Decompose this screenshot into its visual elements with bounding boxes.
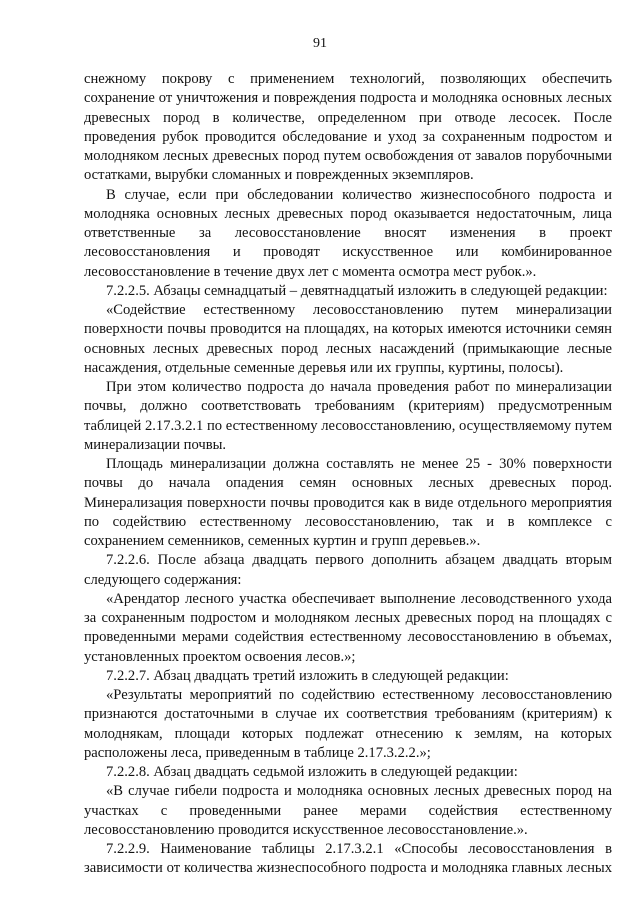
paragraph: 7.2.2.6. После абзаца двадцать первого дополнить абзацем двадцать вторым следующего содержания: [84,552,612,588]
paragraph: 7.2.2.8. Абзац двадцать седьмой изложить в следующей редакции: [106,764,518,780]
paragraph: «Содействие естественному лесовосстановлению путем минерализации поверхности почвы проводится на площадях, на которых имеются источники семян основных лесных древесных пород лесных насаждений (примыкающие лесные насаждения, отдельные семенные деревья или их группы, куртины, полосы). [84,302,612,376]
paragraph: В случае, если при обследовании количество жизнеспособного подроста и молодняка основных лесных древесных пород оказывается недостаточным, лица ответственные за лесовосстановление вносят изменения в проект лесовосстановления и проводят искусственное или комбинированное лесовосстановление в течение двух лет с момента осмотра мест рубок.». [84,186,612,280]
page-number: 91 [313,36,327,51]
paragraph: 7.2.2.9. Наименование таблицы 2.17.3.2.1 «Способы лесовосстановления в зависимости от количества жизнеспособного подроста и молодняка главных лесных [84,841,612,877]
paragraph: «В случае гибели подроста и молодняка основных лесных древесных пород на участках с проведенными ранее мерами содействия естественному лесовосстановлению проводится искусственное лесовосстановление.». [84,783,612,838]
paragraph: Площадь минерализации должна составлять не менее 25 - 30% поверхности почвы до начала опадения семян основных лесных древесных пород. Минерализация поверхности почвы проводится как в виде отдельного мероприятия по содействию естественному лесовосстановлению, так и в комплексе с сохранением семенников, семенных куртин и групп деревьев.». [84,456,612,549]
document-body [84,70,612,879]
paragraph: снежному покрову с применением технологий, позволяющих обеспечить сохранение от уничтожения и повреждения подроста и молодняка основных лесных древесных пород в количестве, определенном при отводе лесосек. После проведения рубок проводится обследование и уход за сохраненным подростом и молодняком лесных древесных пород путем освобождения от завалов порубочными остатками, вырубки сломанных и поврежденных экземпляров. [84,71,612,184]
paragraph: При этом количество подроста до начала проведения работ по минерализации почвы, должно соответствовать требованиям (критериям) предусмотренным таблицей 2.17.3.2.1 по естественному лесовосстановлению, осуществляемому путем минерализации почвы. [84,379,612,453]
paragraph: «Результаты мероприятий по содействию естественному лесовосстановлению признаются достаточными в случае их соответствия требованиям (критериям) к молоднякам, площади которых подлежат отнесению к землям, на которых расположены леса, приведенным в таблице 2.17.3.2.2.»; [84,687,612,761]
paragraph: 7.2.2.7. Абзац двадцать третий изложить в следующей редакции: [106,667,509,684]
paragraph: 7.2.2.5. Абзацы семнадцатый – девятнадцатый изложить в следующей редакции: [106,282,608,299]
paragraph: «Арендатор лесного участка обеспечивает выполнение лесоводственного ухода за сохраненным подростом и молодняком лесных древесных пород на площадях с проведенными мерами содействия естественному лесовосстановлению в объемах, установленных проектом освоения лесов.»; [84,590,612,665]
